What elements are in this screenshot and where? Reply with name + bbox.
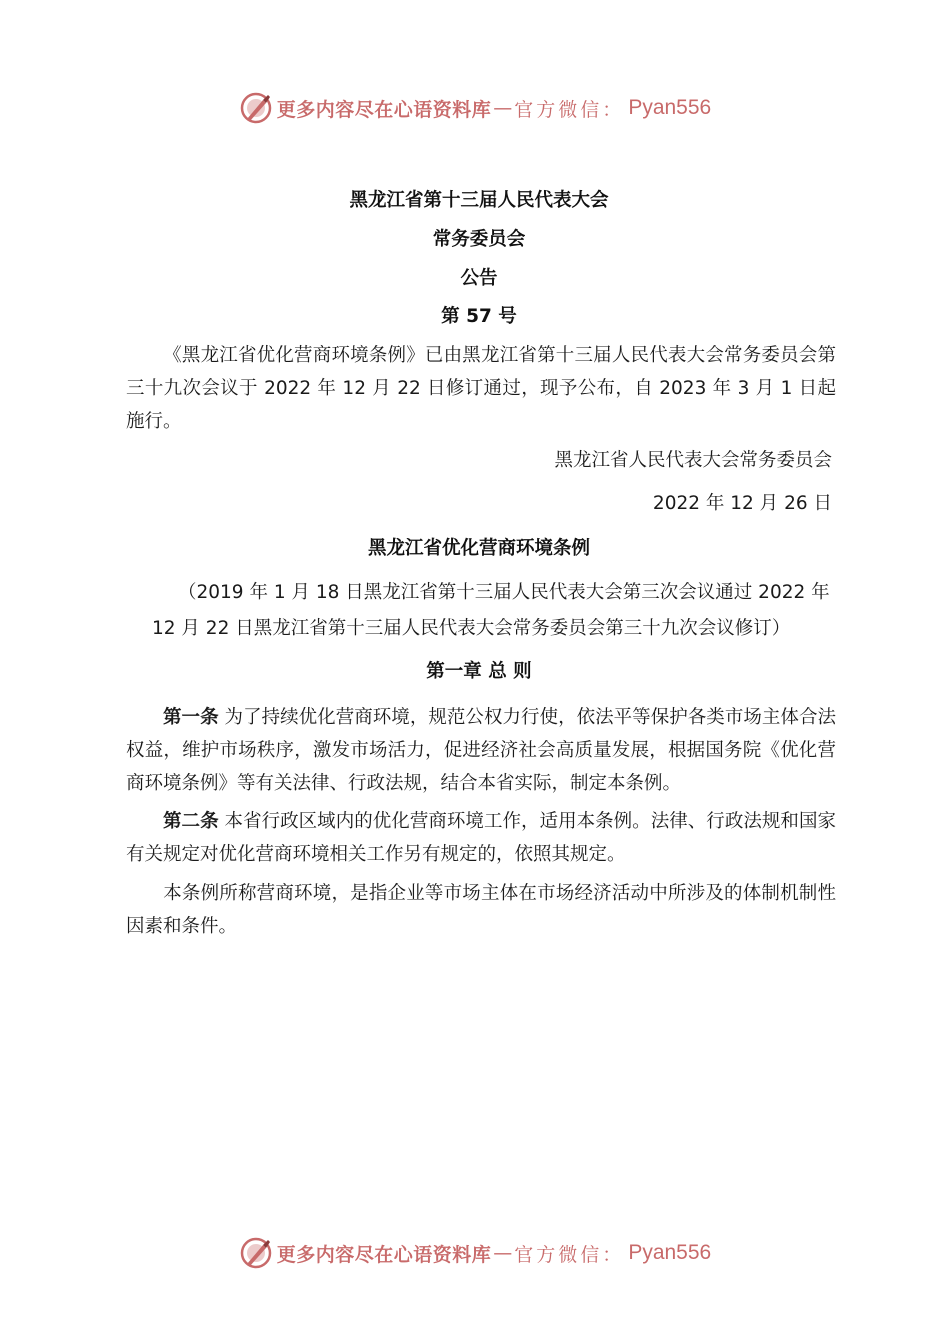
announcement-title: 公告 <box>460 268 498 289</box>
header-watermark-banner <box>0 88 950 128</box>
article-2-text: 本省行政区域内的优化营商环境工作，适用本条例。法律、行政法规和国家有关规定对优化营商环境相关工作另有规定的，依照其规定。 <box>126 811 836 865</box>
announcement-issuer: 黑龙江省人民代表大会常务委员会 <box>554 450 832 471</box>
article-1-text: 为了持续优化营商环境，规范公权力行使，依法平等保护各类市场主体合法权益，维护市场秩序，激发市场活力，促进经济社会高质量发展，根据国务院《优化营商环境条例》等有关法律、行政法规，结合本省实际，制定本条例。 <box>126 707 836 794</box>
regulation-title: 黑龙江省优化营商环境条例 <box>367 538 590 559</box>
regulation-note-line1: （2019 年 1 月 18 日黑龙江省第十三届人民代表大会第三次会议通过 2022 年 <box>178 582 830 603</box>
pen-nib-logo-icon <box>239 91 273 125</box>
announcement-date: 2022 年 12 月 26 日 <box>652 493 832 514</box>
announcement-body <box>126 339 836 438</box>
announcement-number: 第 57 号 <box>441 306 517 327</box>
pen-nib-logo-icon <box>239 1236 273 1270</box>
banner-wechat-id: Pyan556 <box>628 1241 712 1264</box>
footer-watermark-banner <box>0 1233 950 1273</box>
banner-dash: — <box>493 97 513 119</box>
article-2-paragraph-2 <box>126 877 836 943</box>
article-2-paragraph-2-text: 本条例所称营商环境，是指企业等市场主体在市场经济活动中所涉及的体制机制性因素和条件。 <box>126 883 836 937</box>
announcement-org-line2: 常务委员会 <box>432 229 526 250</box>
announcement-org-line1: 黑龙江省第十三届人民代表大会 <box>349 190 609 211</box>
article-1-label: 第一条 <box>163 707 219 728</box>
article-1 <box>126 701 836 800</box>
banner-wechat-id: Pyan556 <box>628 96 712 119</box>
regulation-note-line2: 12 月 22 日黑龙江省第十三届人民代表大会常务委员会第三十九次会议修订） <box>152 618 791 639</box>
banner-wechat-label: 官方微信： <box>514 1243 625 1266</box>
banner-main-text: 更多内容尽在心语资料库 <box>276 1243 492 1266</box>
chapter-heading: 第一章 总 则 <box>426 661 532 682</box>
banner-wechat-label: 官方微信： <box>514 98 625 121</box>
article-2 <box>126 805 836 871</box>
banner-main-text: 更多内容尽在心语资料库 <box>276 98 492 121</box>
banner-dash: — <box>493 1242 513 1264</box>
article-2-label: 第二条 <box>163 811 219 832</box>
announcement-body-text: 《黑龙江省优化营商环境条例》已由黑龙江省第十三届人民代表大会常务委员会第三十九次会议于 2022 年 12 月 22 日修订通过，现予公布，自 2023 年 3 月 1 日起施行。 <box>126 345 836 432</box>
